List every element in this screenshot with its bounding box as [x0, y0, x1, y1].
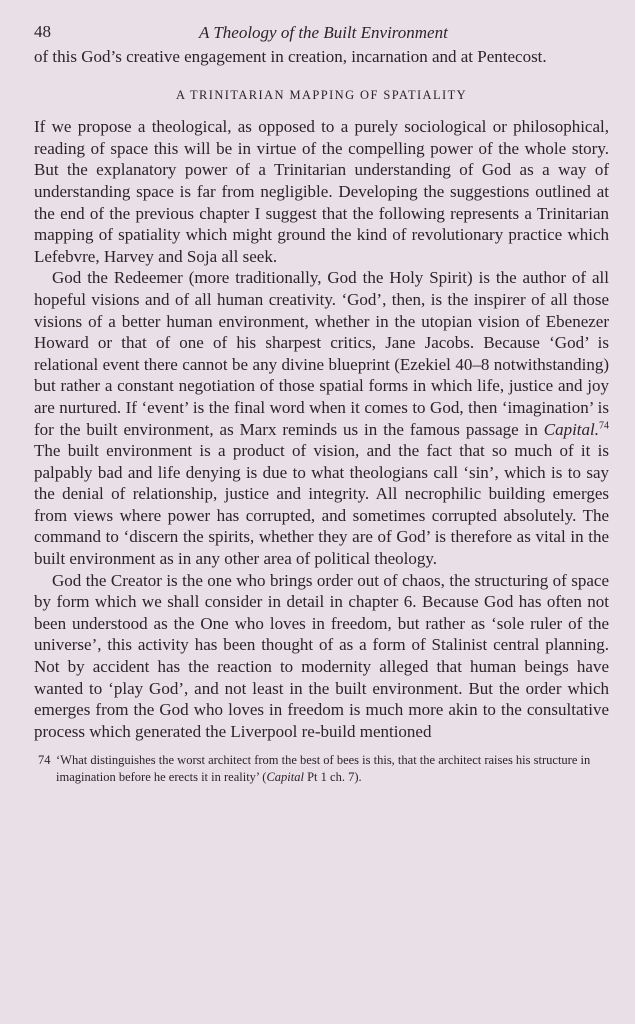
running-head [34, 20, 609, 46]
paragraph-3: God the Creator is the one who brings order out of chaos, the structuring of space by form which we shall consider in detail in chapter 6. Because God has often not been understood as the One who loves in freedom, but rather as ‘sole ruler of the universe’, this activity has been thought of as a form of Stalinist central planning. Not by accident has the reaction to modernity alleged that human beings have wanted to ‘play God’, and not least in the built environment. But the order which emerges from the God who loves in freedom is much more akin to the consultative process which generated the Liverpool re-build mentioned [34, 570, 609, 741]
footnote-locator: Pt 1 ch. 7). [303, 769, 362, 784]
section-heading: A TRINITARIAN MAPPING OF SPATIALITY [175, 87, 468, 102]
continuation-paragraph: of this God’s creative engagement in creation, incarnation and at Pentecost. [34, 47, 547, 66]
footnote-quote: ‘What distinguishes the worst architect from the best of bees is this, that the architect raises his structure in imagination before he erects it in reality’ ( [56, 753, 591, 784]
footnote-reference-74[interactable]: 74 [599, 419, 609, 431]
paragraph-2 [34, 267, 609, 569]
footnote-74 [34, 752, 609, 785]
footnote-number: 74 [38, 753, 51, 768]
paragraph-2-text-after: The built environment is a product of vision, and the fact that so much of it is palpably bad and life denying is due to what theologians call ‘sin’, which is to say the denial of relationship, justice and integrity. All necrophilic building emerges from views where power has corrupted, and sometimes corrupted absolutely. The command to ‘discern the spirits, whether they are of God’ is therefore as vital in the built environment as in any other area of political theology. [34, 441, 609, 569]
paragraph-2-text-before: God the Redeemer (more traditionally, God the Holy Spirit) is the author of all hopeful visions and of all human creativity. ‘God’, then, is the inspirer of all those visions of a better human environment, whether in the utopian vision of Ebenezer Howard or that of one of his sharpest critics, Jane Jacobs. Because ‘God’ is relational event there cannot be any divine blueprint (Ezekiel 40–8 notwithstanding) but rather a constant negotiation of those spatial forms in which life, justice and joy are nurtured. If ‘event’ is the final word when it comes to God, then ‘imagination’ is for the built environment, as Marx reminds us in the famous passage in [34, 268, 609, 439]
page-number: 48 [34, 22, 51, 41]
footnote-source: Capital [266, 769, 304, 784]
paragraph-1: If we propose a theological, as opposed to a purely sociological or philosophical, reading of space this will be in virtue of the compelling power of the whole story. But the explanatory power of a Trinitarian understanding of God as a way of understanding space is far from negligible. Developing the suggestions outlined at the end of the previous chapter I suggest that the following represents a Trinitarian mapping of spatiality which might ground the kind of revolutionary practice which Lefebvre, Harvey and Soja all seek. [34, 117, 609, 266]
cited-work-capital: Capital. [543, 419, 599, 439]
body-text [34, 46, 609, 742]
book-title: A Theology of the Built Environment [199, 23, 448, 42]
